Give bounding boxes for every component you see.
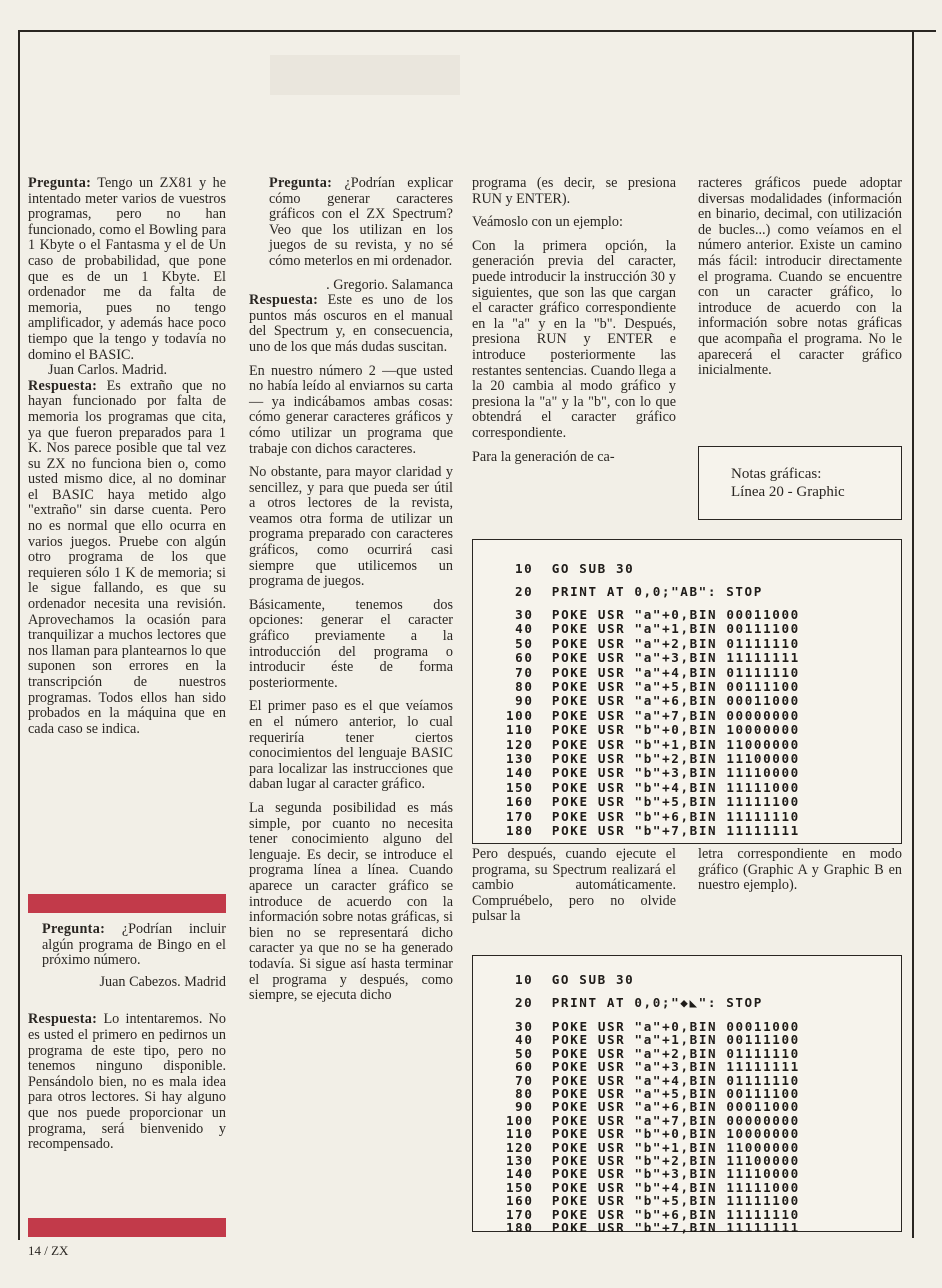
paragraph: Con la primera opción, la generación previa del caracter, puede introducir la instrucción 30 y siguientes, que son las que cargan el caracter gráfico correspondiente en la "a" y en la "b". Después, presiona RUN y ENTER e introduce posteriormente las restantes sentencias. Cuando llega a la 20 cambia al modo gráfico y presiona la "a" y la "b", con lo que obtendrá el caracter gráfico correspondiente. bbox=[472, 237, 676, 441]
question-2-signature: Juan Cabezos. Madrid bbox=[99, 973, 226, 990]
question-1-signature: Juan Carlos. Madrid. bbox=[48, 362, 168, 379]
faded-header-area bbox=[270, 55, 460, 95]
paragraph: No obstante, para mayor claridad y sencillez, y para que pueda ser útil a otros lectores de la revista, veamos otra forma de utilizar un programa preparado con caracteres gráficos, como ocurrirá casi siempre que utilicemos un programa de juegos. bbox=[249, 464, 453, 590]
question-text: ¿Podrían incluir algún programa de Bingo en el próximo número. bbox=[42, 921, 226, 969]
column-4 bbox=[698, 176, 902, 387]
code-line-20: 20 PRINT AT 0,0;"AB": STOP bbox=[515, 584, 763, 599]
code-listing-2 bbox=[472, 955, 902, 1236]
answer-label: Respuesta: bbox=[28, 377, 98, 394]
code-listing-1 bbox=[472, 539, 902, 844]
answer-2 bbox=[28, 1012, 226, 1152]
answer-text: Lo intentaremos. No es usted el primero en pedirnos un programa de este tipo, pero no tenemos ninguno disponible. Pensándolo bien, no es mala idea para otros lectores. Si hay alguno que nos puede proporcionar un programa, será bienvenido y recompensado. bbox=[28, 1011, 226, 1153]
page-frame-left bbox=[18, 30, 20, 1240]
paragraph: El primer paso es el que veíamos en el número anterior, lo cual requeriría tener ciertos conocimientos del lenguaje BASIC para localizar las instrucciones que daban lugar al caracter gráfico. bbox=[249, 698, 453, 793]
answer-3 bbox=[249, 293, 453, 355]
paragraph: racteres gráficos puede adoptar diversas modalidades (información en binario, decimal, con utilización de bucles...) como veíamos en el número anterior. Existe un camino más fácil: introducir directamente el programa. Cuando se encuentre con un caracter gráfico, lo introduce de acuerdo con la información sobre notas gráficas que acompaña el programa. No le aparecerá el caracter gráfico inicialmente. bbox=[698, 175, 902, 379]
paragraph: programa (es decir, se presiona RUN y ENTER). bbox=[472, 175, 676, 207]
question-2 bbox=[28, 922, 226, 969]
paragraph: Básicamente, tenemos dos opciones: generar el caracter gráfico previamente a la introducción del programa o introducir éste de forma posteriormente. bbox=[249, 596, 453, 691]
paragraph: La segunda posibilidad es más simple, por cuanto no necesita tener conocimiento alguno del lenguaje. Es decir, se introduce el programa línea a línea. Cuando aparece un caracter gráfico se introduce de acuerdo con la información sobre notas gráficas, si bien no se representará dicho caracter ya que no se ha generado todavía. Si sigue así hasta terminar el programa y después, como siempre, se ejecuta dicho bbox=[249, 799, 453, 1004]
column-1 bbox=[28, 176, 226, 745]
paragraph: letra correspondiente en modo gráfico (Graphic A y Graphic B en nuestro ejemplo). bbox=[698, 846, 902, 894]
code-line-10: 10 GO SUB 30 bbox=[515, 972, 635, 987]
graphic-notes-box bbox=[698, 446, 902, 520]
page-number-footer: 14 / ZX bbox=[28, 1243, 69, 1258]
question-3 bbox=[249, 176, 453, 270]
page-frame-top bbox=[18, 30, 936, 32]
question-text: ¿Podrían explicar cómo generar caracteres gráficos con el ZX Spectrum? Veo que los utilizan en los juegos de su revista, y no sé cómo meterlos en mi ordenador. bbox=[269, 175, 453, 269]
question-label: Pregunta: bbox=[42, 921, 106, 937]
paragraph: Para la generación de ca- bbox=[472, 448, 615, 465]
note-title: Notas gráficas: bbox=[731, 466, 822, 482]
answer-text: Este es uno de los puntos más oscuros en el manual del Spectrum y, en consecuencia, uno de los que más dudas suscitan. bbox=[249, 292, 453, 355]
note-line: Línea 20 - Graphic bbox=[731, 484, 845, 500]
question-label: Pregunta: bbox=[28, 175, 92, 191]
answer-label: Respuesta: bbox=[28, 1011, 98, 1028]
answer-label: Respuesta: bbox=[249, 292, 319, 309]
answer-text: Es extraño que no hayan funcionado por falta de memoria los programas que cita, ya que fueron preparados para 1 K. Nos parece posible que tal vez su ZX no funciona bien o, como usted mismo dice, al no dominar el BASIC haya metido algo "extraño" sin darse cuenta. Pero no es normal que ello ocurra en varios juegos. Pruebe con algún otro programa de los que requieren sólo 1 K de memoria; si le sigue fallando, es que su ordenador necesita una revisión. Aprovechamos la ocasión para tranquilizar a muchos lectores que nos llaman para plantearnos lo que suponen son errores en la transcripción de nuestros programas. Todos ellos han sido probados en la máquina que en cada caso se indica. bbox=[28, 377, 226, 737]
answer-1 bbox=[28, 379, 226, 738]
question-text: Tengo un ZX81 y he intentado meter varios de vuestros programas, pero no han funcionado, como el Bowling para 1 Kbyte o el Fantasma y el de Un caso de probabilidad, que pone que es de un 1 Kbyte. El ordenador me da falta de memoria, pues no tengo amplificador, y además hace poco tiempo que la tengo y todavía no domino el BASIC. bbox=[28, 175, 226, 363]
column-3-lower bbox=[472, 847, 676, 933]
column-2 bbox=[249, 176, 453, 1012]
section-divider-bar bbox=[28, 894, 226, 913]
question-1 bbox=[28, 176, 226, 363]
page-frame-right bbox=[912, 30, 914, 1238]
section-divider-bar bbox=[28, 1218, 226, 1237]
paragraph: Veámoslo con un ejemplo: bbox=[472, 214, 623, 231]
question-3-signature: . Gregorio. Salamanca bbox=[326, 276, 453, 293]
code-line-20: 20 PRINT AT 0,0;"◆◣": STOP bbox=[515, 995, 763, 1010]
column-1-lower bbox=[28, 922, 226, 1161]
paragraph: En nuestro número 2 —que usted no había leído al enviarnos su carta— ya indicábamos ambas cosas: cómo generar caracteres gráficos y cómo utilizar un programa que trabaje con dichos caracteres. bbox=[249, 362, 453, 457]
column-3 bbox=[472, 176, 676, 473]
column-4-lower bbox=[698, 847, 902, 902]
code-body: 30 POKE USR "a"+0,BIN 00011000 40 POKE USR "a"+1,BIN 00111100 50 POKE USR "a"+2,BIN 01111110 60 POKE USR "a"+3,BIN 11111111 70 POKE USR "a"+4,BIN 01111110 80 POKE USR "a"+5,BIN 00111100 90 POKE USR "a"+6,BIN 00011000 100 POKE USR "a"+7,BIN 00000000 110 POKE USR "b"+0,BIN 10000000 120 POKE USR "b"+1,BIN 11000000 130 POKE USR "b"+2,BIN 11100000 140 POKE USR "b"+3,BIN 11110000 150 POKE USR "b"+4,BIN 11111000 160 POKE USR "b"+5,BIN 11111100 170 POKE USR "b"+6,BIN 11111110 180 POKE USR "b"+7,BIN 11111111 bbox=[506, 1019, 800, 1236]
code-line-10: 10 GO SUB 30 bbox=[515, 561, 635, 576]
paragraph: Pero después, cuando ejecute el programa, su Spectrum realizará el cambio automáticamente. Compruébelo, pero no olvide pulsar la bbox=[472, 846, 676, 925]
question-label: Pregunta: bbox=[269, 175, 333, 191]
code-body: 30 POKE USR "a"+0,BIN 00011000 40 POKE USR "a"+1,BIN 00111100 50 POKE USR "a"+2,BIN 01111110 60 POKE USR "a"+3,BIN 11111111 70 POKE USR "a"+4,BIN 01111110 80 POKE USR "a"+5,BIN 00111100 90 POKE USR "a"+6,BIN 00011000 100 POKE USR "a"+7,BIN 00000000 110 POKE USR "b"+0,BIN 10000000 120 POKE USR "b"+1,BIN 11000000 130 POKE USR "b"+2,BIN 11100000 140 POKE USR "b"+3,BIN 11110000 150 POKE USR "b"+4,BIN 11111000 160 POKE USR "b"+5,BIN 11111100 170 POKE USR "b"+6,BIN 11111110 180 POKE USR "b"+7,BIN 11111111 bbox=[506, 607, 800, 839]
